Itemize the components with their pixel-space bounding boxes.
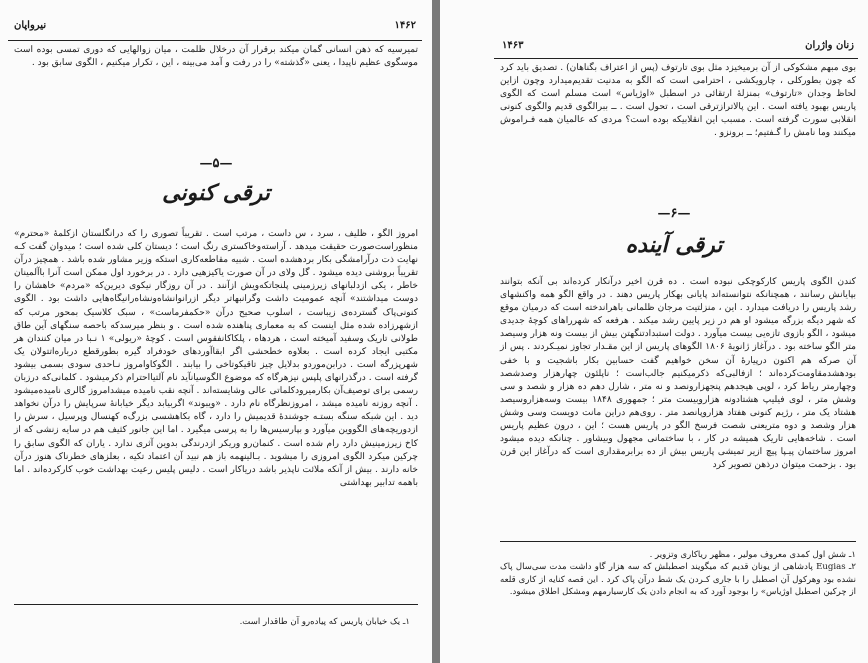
left-header-rule (8, 40, 422, 41)
right-footnote-rule (500, 541, 856, 542)
left-page-header (14, 20, 416, 31)
right-page (440, 0, 868, 663)
right-chapter-number: —۶— (657, 206, 691, 221)
right-page-number: ۱۴۶۳ (502, 40, 524, 51)
right-footnote-2: ۲ـ Eugias پادشاهی از یونان قدیم که میگویند اصطبلش که سه هزار گاو داشت مدت سی‌سال پاک نشده بود وهرکول آن اصطبل را با جاری کـردن یک شط درآن پاک کرد . این قصه کنایه از کاری قلعه از چرکین اصطبل اوژیاس» را بوجود آورد که به انجام دادن یک کارسیارمهم ومشکل اطلاق میشود. (500, 562, 856, 597)
right-top-paragraph: بوی مبهم مشکوکی از آن برمیخیزد مثل بوی تارتوف (پس از اعتراف بگناهان) . تصدیق باید کرد که چون بطورکلی ، چارویکشی ، احترامی است که الگو به مدنیت تقدیم‌میدارد وچون ازاین لحاظ وجدان «تارتوف» بمنزلهٔ ارتقائی در اسطبل «اوژیاس» است مسلم است که الگوی پاریس بهبود یافته است . این پالاترازترقی است ، تحول است . ــ ببرالگوی قدیم والگوی کنونی انقلابی سورت گرفته است . مسبب این انقلابیکه بوده است؟ مردی که عالمیان همه فـراموش میکنند وما نامش را گـفتیم؛ ــ برونزو . (500, 63, 856, 139)
left-footnote-rule (14, 604, 418, 605)
left-header-title: نیرواپان (14, 20, 47, 31)
left-body-paragraph: امروز الگو ، ظلیف ، سرد ، س داست ، مرتب است . تقریباً تصوری را که درانگلستان ازکلمهٔ «محترم» منظوراست‌صورت حقیقت میدهد . آراسته‌وخاکستری رنگ است ؛ دیستان کلی شده است ؛ میدوان گفت کـه نهایت ذت درآرامشگی بکار بردهشده است . شبیه مقاطعه‌کاری استکه وزیر مشاور شده باشد . همچیز درآن تقریباً بروشنی دیده میشود . گل ولای در آن صورت یاکیزهیی دارد . در برخورد اول ممکن است آنرا باآلمینان خاطر ، یکی ازدلبانهای زیرزمینی پلنجاتکه‌ویش ازآنند . در آن روزگار نیکوی دیرین‌که «مردم» خاهشان را دوست میداشتند» آنچه عمومیت داشت وگرانبهاتر دیگر ازرانوانشاه‌ونشاه‌رانیگاه‌هایی داشت بود . الگوی کنونی‌پاک گسترده‌ی زیباست ، اسلوب صحیح درآن «حکمفرماست» ، سبک کلاسیک بمحور مرتب که ازشهرزاده شده مثل اینست که به معماری پناهنده شده است . و بنظر میرسدکه باحصه سنگهای آین طاق طولانی تاریک وسفید آمیخته است ، هردهاه ، پلکاکانفقوس است . کوچهٔ «ریولی» ۱ نـبا در میان کنندان هر مکتبی ایجاد کرده است . بعلاوه خطحشی اگر ابقاآوردهای خودفراد گیره بطورقطع درباره‌اتتولان یک شهرپزرگه است . درابن‌موردو بدلایل چیز تاقیکوتاخی را بیابند . الگوکاوامروز نـاحدی سودی بسمی بیشود گرفته است . درگذرانهای پلپس نیزهرگاه که موضوع الگوسیانآید نام آلتیااحترام ذکرمیشود . کلمانی‌که درزبان رسمی برای توصیف‌آن بکارمیرودکلماتی عالی وشایسته‌اند . آنچه نقب نامیده میشدامروز گالری نامیده‌میشود . آنچه روزنه نامیده میشد ، امروز‌نظرگاه نام دارد . «ویبوند» اگربیابد دیگر خیابانهٔ سرپایش را درآن نخواهد دید . این شبکه سنگه بستـه جوشندهٔ قدیمیش را دارد ، گاه بکاهشسی بزرگ‌ه کهنسال وپرسیل ، سرش را ازدوریچه‌های الگووین میآورد و بپارسیس‌ها را به پرسی میگیرد . اما این جانور کثیف هم در سایه زنشی که از کاخ زیرزمینیش دارد رام شده است . کنمان‌رو وریکر ازدرندگی بدوین آثری ندارد . یاران که الگوی سابق را چرکین میکرد الگوی امروزی را میشوید . بـالینهمه باز هم نبید آن اعتماد تکیه ، بعلزهای خطرناک هنوز درآن خانه دارند . بیش از آنکه ملائت ناپذیر باشد دریاکار است . دلیس پلیس رعیت بهداشت خوب کارکرده‌اند . اما باهمه تدابیر بهداشتی (14, 229, 418, 488)
right-footnotes (500, 549, 856, 598)
book-gutter (432, 0, 440, 663)
right-header-rule (494, 58, 858, 59)
left-chapter-title: ترقی کنونی (162, 180, 270, 206)
right-header-title: زنان واژران (805, 40, 854, 51)
left-footnote: ۱ـ یک خیابان پاریس که پیاده‌رو آن طاقدار است. (239, 617, 410, 627)
left-top-paragraph: تمیرسیه که ذهن انسانی گمان میکند برقرار آن درخلال ظلمت ، میان زوالهایی که دوری تمسی بوده است موسگوی عظیم ناپیدا ، یعنی «گذشته» را در رفت و آمد می‌بینه ، این ، تکرار میکنیم ، الگوی سابق بود . (14, 45, 418, 69)
left-page (0, 0, 432, 663)
right-page-header (502, 40, 854, 51)
left-page-number: ۱۴۶۲ (394, 20, 416, 31)
left-chapter-number: —۵— (199, 156, 233, 171)
right-footnote-1: ۱ـ شش اول کمدی معروف مولیر ، مظهر ریاکاری وتزویر . (649, 550, 856, 560)
right-body-paragraph: کندن الگوی پاریس کارکوچکی نبوده است . ده قرن اخیر درآنکار کرده‌اند بی آنکه بتوانند بپایانش رسانند ، همچنانکه نتوانسته‌اند پایانی بهکار پاریس دهند . در واقع الگو همه واکنشهای رشد پاریس را دریافت میدارد . این ، منزلتیت مرجان ظلمانی باهراندخته است که درمیان موقع که شهر دیگه بزرگه میشود او هم در زیر پایین رشد میکند . هرفعه که شهرراهای کوچهٔ جدیدی میشود ، الگو بازوی تازه‌یی بیست میآورد . دولت استبدادتنگهتن بیش از بیست ونه هزار وسیصد متر الگو ساخته بود . درآغاز ژانویهٔ ۱۸۰۶ الگوهای پاریس از این مقـدار تجاوز نمیـکردند . پس از آن صرکه هم اکنون درپیارهٔ آن سخن خواهیم گفت حسابین بکار باشجیت و با خفی بودهشدمقاومت‌کرده‌اند ؛ ازفالبی‌که ذکرمیکنیم جالب‌است ؛ ناپلئون چهارهزار وصدشصد وچهارمتر ریاط کرد ، لوپی هیجدهم پنجهزارونصد و نه متر ، شارل دهم ده هزار و شصد و سی وشش متر ، لوی فیلیپ هشتادونه هزاروبیست متر ؛ جمهوری ۱۸۴۸ بیست وسه‌هزاروسیصد هشتاد یک متر ، رژیم کنونی هفتاد هزاروپانصد متر . روی‌هم دراین مانت دویست وسی وشش هزار وشصد و دوه متر‌یعنی شصت فرسخ الگو در پاریس هست ؛ این ، درون عظیم پاریس است . شاخه‌هایی تاریک همیشه در کار ، با ساختمانی مجهول وبیشاور . چنانکه دیده میشود امروز ساختمان پیـپا پیچ ازیر تمیشی پاریس بیش از ده برابرمقداری است که درآغاز این قرن بود . بزحمت میتوان درذهن تصویر کرد (500, 277, 857, 471)
right-chapter-title: ترقی آینده (625, 232, 723, 258)
